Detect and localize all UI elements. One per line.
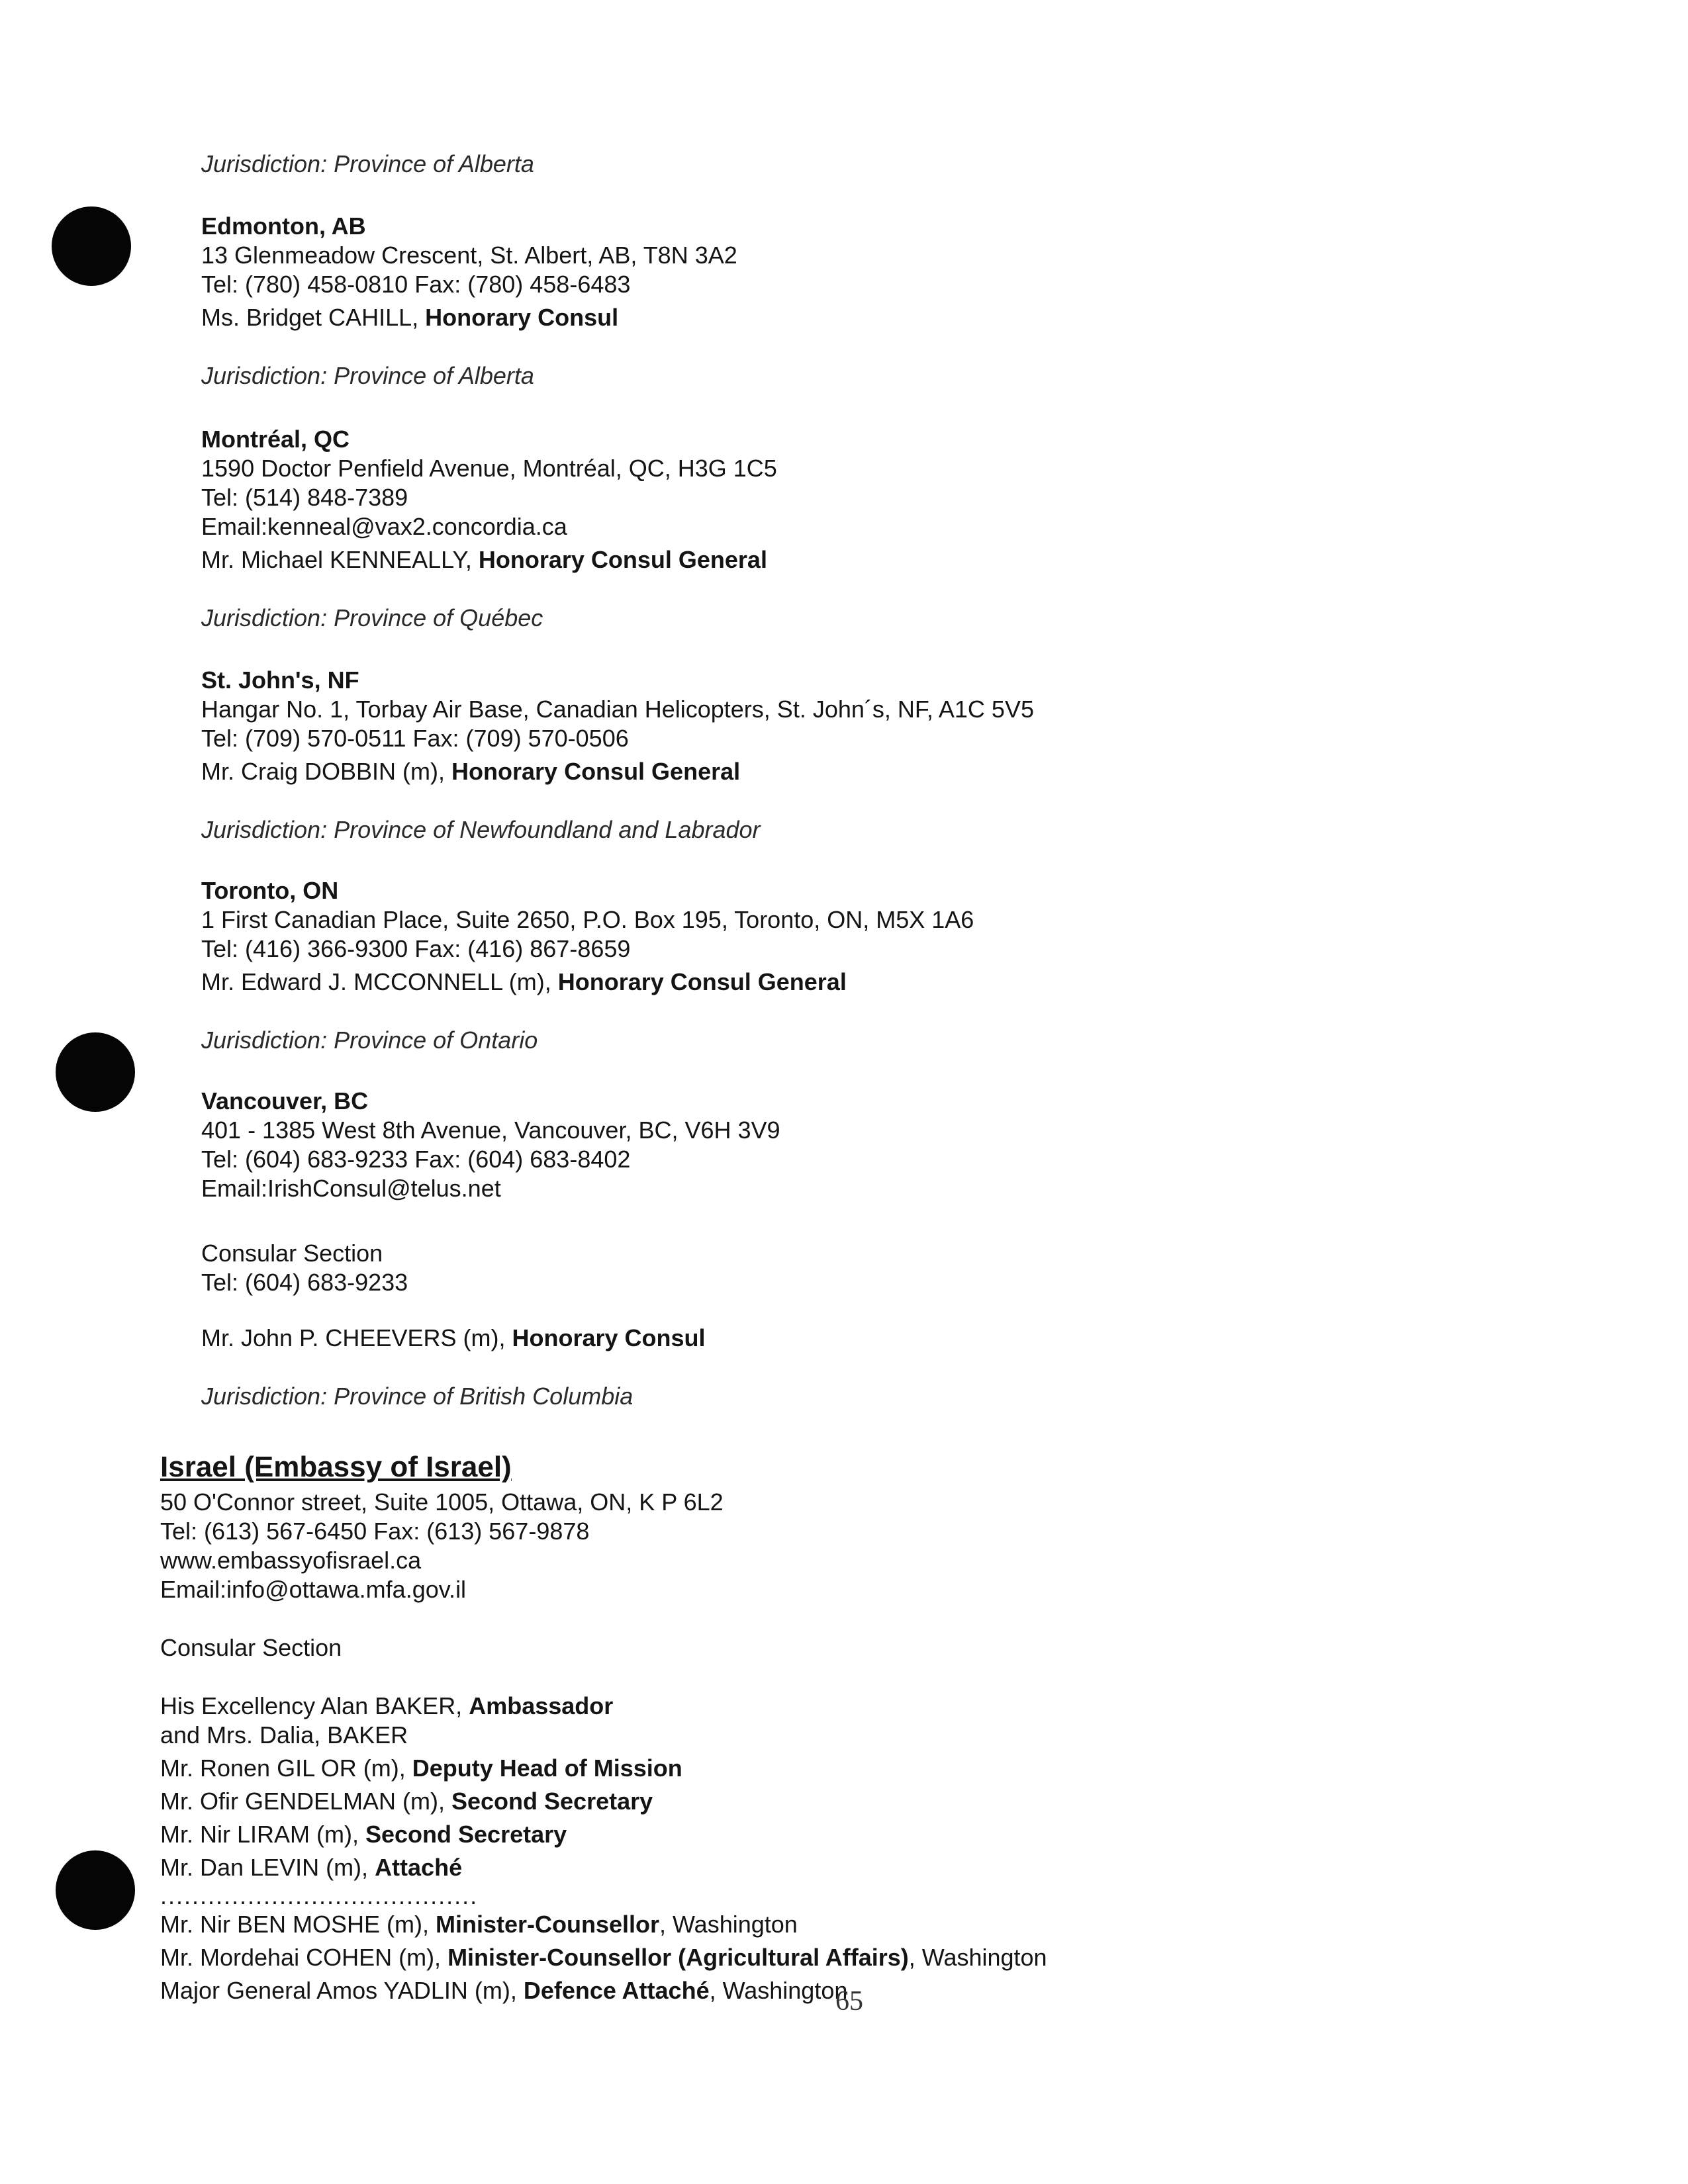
punch-hole	[52, 206, 131, 286]
staff-name: Mr. Dan LEVIN (m),	[160, 1854, 375, 1881]
email-line: Email:info@ottawa.mfa.gov.il	[160, 1576, 467, 1603]
consulate-st-johns	[201, 666, 1459, 844]
jurisdiction-line: Jurisdiction: Province of Newfoundland and Labrador	[201, 816, 761, 843]
washington-staff-line	[160, 1976, 1418, 2005]
ambassador-title: Ambassador	[469, 1692, 614, 1719]
website-line: www.embassyofisrael.ca	[160, 1547, 422, 1574]
consul-line	[201, 545, 1459, 574]
phone-line: Tel: (780) 458-0810 Fax: (780) 458-6483	[201, 271, 631, 298]
staff-suffix: , Washington	[659, 1911, 798, 1938]
consul-title: Honorary Consul General	[451, 758, 741, 785]
consul-line	[201, 1324, 1459, 1353]
embassy-title: Israel (Embassy of Israel)	[160, 1451, 512, 1483]
phone-line: Tel: (514) 848-7389	[201, 484, 408, 511]
page-number: 65	[835, 1986, 863, 2017]
consulate-city: Vancouver, BC	[201, 1087, 369, 1115]
consul-title: Honorary Consul	[512, 1324, 706, 1351]
consul-line	[201, 303, 1459, 332]
punch-hole	[56, 1850, 135, 1930]
consulate-vancouver	[201, 1087, 1459, 1411]
phone-line: Tel: (416) 366-9300 Fax: (416) 867-8659	[201, 935, 631, 962]
consul-name: Mr. Edward J. MCCONNELL (m),	[201, 968, 558, 995]
address-line: 13 Glenmeadow Crescent, St. Albert, AB, T8N 3A2	[201, 242, 737, 269]
staff-name: Mr. Ronen GIL OR (m),	[160, 1754, 412, 1782]
staff-title: Deputy Head of Mission	[412, 1754, 682, 1782]
consul-line	[201, 757, 1459, 786]
staff-line	[160, 1754, 1418, 1783]
consul-name: Ms. Bridget CAHILL,	[201, 304, 426, 331]
staff-name: Mr. Nir BEN MOSHE (m),	[160, 1911, 436, 1938]
jurisdiction-line: Jurisdiction: Province of British Columbia	[201, 1383, 633, 1410]
staff-suffix: , Washington	[709, 1977, 848, 2004]
staff-suffix: , Washington	[908, 1944, 1047, 1971]
consulate-montreal	[201, 425, 1459, 633]
address-line: 1590 Doctor Penfield Avenue, Montréal, QC, H3G 1C5	[201, 455, 777, 482]
email-line: Email:IrishConsul@telus.net	[201, 1175, 501, 1202]
staff-line	[160, 1820, 1418, 1849]
consular-section-label: Consular Section	[160, 1634, 342, 1661]
jurisdiction-line: Jurisdiction: Province of Alberta	[201, 362, 534, 389]
address-line: 50 O'Connor street, Suite 1005, Ottawa, ON, K P 6L2	[160, 1488, 724, 1516]
phone-line: Tel: (604) 683-9233 Fax: (604) 683-8402	[201, 1146, 631, 1173]
address-line: 1 First Canadian Place, Suite 2650, P.O. Box 195, Toronto, ON, M5X 1A6	[201, 906, 974, 933]
separator-dots: ........................................	[160, 1882, 479, 1909]
phone-line: Tel: (613) 567-6450 Fax: (613) 567-9878	[160, 1518, 590, 1545]
embassy-israel	[160, 1449, 1418, 2005]
ambassador-name: His Excellency Alan BAKER,	[160, 1692, 469, 1719]
consulate-city: St. John's, NF	[201, 666, 359, 694]
phone-line: Tel: (709) 570-0511 Fax: (709) 570-0506	[201, 725, 629, 752]
staff-title: Second Secretary	[365, 1821, 567, 1848]
consul-name: Mr. Michael KENNEALLY,	[201, 546, 479, 573]
ambassador-line	[160, 1692, 1418, 1721]
consulate-toronto	[201, 876, 1459, 1055]
consul-name: Mr. Craig DOBBIN (m),	[201, 758, 452, 785]
staff-title: Attaché	[375, 1854, 463, 1881]
consul-title: Honorary Consul General	[557, 968, 847, 995]
jurisdiction-line: Jurisdiction: Province of Québec	[201, 604, 543, 631]
spouse-line: and Mrs. Dalia, BAKER	[160, 1721, 408, 1749]
consul-title: Honorary Consul	[425, 304, 619, 331]
consulate-city: Edmonton, AB	[201, 212, 366, 240]
staff-title: Minister-Counsellor	[436, 1911, 660, 1938]
consulate-city: Montréal, QC	[201, 426, 350, 453]
staff-name: Mr. Nir LIRAM (m),	[160, 1821, 365, 1848]
consular-section-label: Consular Section	[201, 1240, 383, 1267]
address-line: Hangar No. 1, Torbay Air Base, Canadian Helicopters, St. John´s, NF, A1C 5V5	[201, 696, 1034, 723]
consul-name: Mr. John P. CHEEVERS (m),	[201, 1324, 512, 1351]
email-line: Email:kenneal@vax2.concordia.ca	[201, 513, 567, 540]
consulate-edmonton	[201, 212, 1459, 390]
staff-title: Minister-Counsellor (Agricultural Affairs)	[447, 1944, 909, 1971]
staff-title: Second Secretary	[451, 1788, 653, 1815]
jurisdiction-line: Jurisdiction: Province of Alberta	[201, 150, 534, 177]
consul-line	[201, 968, 1459, 997]
consulate-city: Toronto, ON	[201, 877, 339, 904]
washington-staff-line	[160, 1910, 1418, 1939]
staff-line	[160, 1853, 1418, 1882]
washington-staff-line	[160, 1943, 1418, 1972]
staff-line	[160, 1787, 1418, 1816]
consul-title: Honorary Consul General	[478, 546, 767, 573]
staff-name: Mr. Ofir GENDELMAN (m),	[160, 1788, 451, 1815]
jurisdiction-line: Jurisdiction: Province of Ontario	[201, 1026, 538, 1054]
staff-title: Defence Attaché	[523, 1977, 710, 2004]
phone-line: Tel: (604) 683-9233	[201, 1269, 408, 1296]
staff-name: Mr. Mordehai COHEN (m),	[160, 1944, 448, 1971]
punch-hole	[56, 1032, 135, 1112]
staff-name: Major General Amos YADLIN (m),	[160, 1977, 524, 2004]
address-line: 401 - 1385 West 8th Avenue, Vancouver, BC, V6H 3V9	[201, 1116, 780, 1144]
